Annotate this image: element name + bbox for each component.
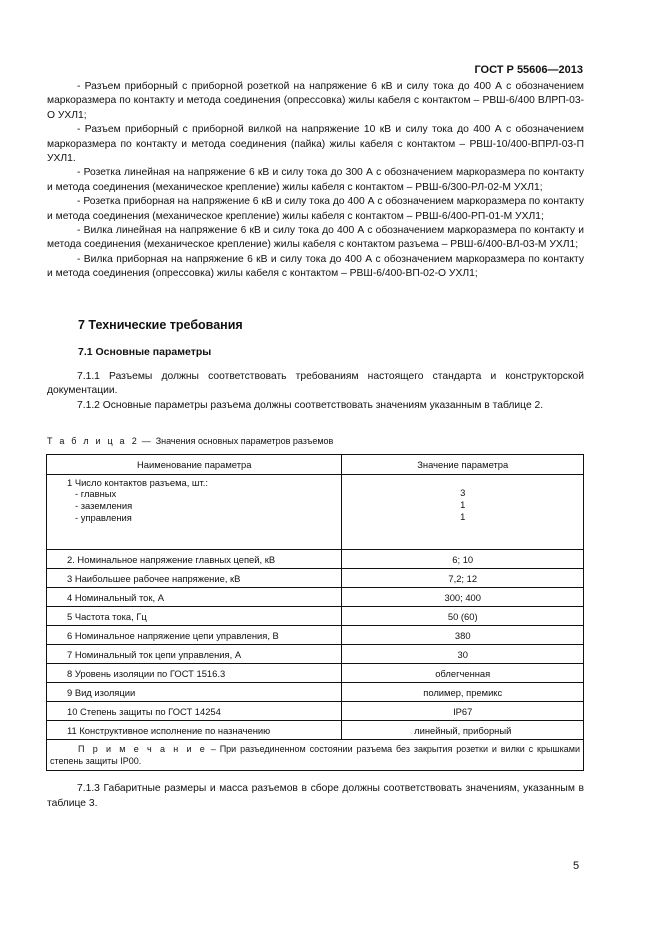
param-name: 4 Номинальный ток, А — [47, 588, 342, 607]
param-name: 2. Номинальное напряжение главных цепей, кВ — [47, 550, 342, 569]
table-row — [47, 569, 584, 588]
table-row — [47, 550, 584, 569]
param-name: 6 Номинальное напряжение цепи управления, В — [47, 626, 342, 645]
section-title: 7 Технические требования — [78, 318, 243, 332]
param-name: 8 Уровень изоляции по ГОСТ 1516.3 — [47, 664, 342, 683]
paragraph-7-1-2: 7.1.2 Основные параметры разъема должны соответствовать значениям указанным в таблице 2. — [77, 399, 544, 411]
param-value: полимер, премикс — [342, 683, 584, 702]
table-note — [47, 740, 584, 771]
parameters-table — [46, 454, 584, 771]
param-value: 300; 400 — [342, 588, 584, 607]
param-value-cell — [342, 475, 584, 550]
param-name: 7 Номинальный ток цепи управления, А — [47, 645, 342, 664]
param-value: 6; 10 — [342, 550, 584, 569]
table-row — [47, 475, 584, 550]
intro-paragraph: - Вилка приборная на напряжение 6 кВ и силу тока до 400 А с обозначением маркоразмера по контакту и метода соединения (опрессовка) жилы кабеля с контактом – РВШ-6/400-ВП-02-О УХЛ1; — [47, 253, 584, 280]
table-row — [47, 607, 584, 626]
column-header-name: Наименование параметра — [47, 455, 342, 475]
table-row — [47, 721, 584, 740]
table-caption — [47, 436, 333, 446]
closing-text — [47, 781, 584, 811]
table-row — [47, 664, 584, 683]
paragraph-7-1-3: 7.1.3 Габаритные размеры и масса разъемов в сборе должны соответствовать значениям, указанным в таблице 3. — [47, 783, 584, 809]
param-name-cell — [47, 475, 342, 550]
param-subitem: - заземления — [75, 500, 133, 511]
intro-paragraph: - Вилка линейная на напряжение 6 кВ и силу тока до 400 А с обозначением маркоразмера по контакту и метода соединения (механическое крепление) жилы кабеля с контактом разъема – РВШ-6/400-ВЛ-03-М УХЛ1; — [47, 225, 584, 251]
param-value: линейный, приборный — [342, 721, 584, 740]
body-paragraphs — [47, 370, 584, 413]
intro-list — [47, 80, 584, 282]
intro-paragraph: - Разъем приборный с приборной розеткой на напряжение 6 кВ и силу тока до 400 А с обозначением маркоразмера по контакту и метода соединения (опрессовка) жилы кабеля с контактом – РВШ-6/400 ВЛРП-03-О УХЛ1; — [47, 81, 584, 121]
param-name: 3 Наибольшее рабочее напряжение, кВ — [47, 569, 342, 588]
param-name: 11 Конструктивное исполнение по назначению — [47, 721, 342, 740]
param-name: 5 Частота тока, Гц — [47, 607, 342, 626]
table-note-text: – При разъединенном состоянии разъема без закрытия розетки и вилки с крышками степень защиты IP00. — [50, 744, 581, 766]
page-number: 5 — [573, 860, 580, 872]
column-header-value: Значение параметра — [342, 455, 584, 475]
table-row — [47, 645, 584, 664]
table-note-row — [47, 740, 584, 771]
intro-paragraph: - Розетка линейная на напряжение 6 кВ и силу тока до 300 А с обозначением маркоразмера по контакту и метода соединения (механическое крепление) жилы кабеля с контактом – РВШ-6/300-РЛ-02-М УХЛ1; — [47, 167, 584, 193]
table-row — [47, 683, 584, 702]
table-row — [47, 702, 584, 721]
intro-paragraph: - Розетка приборная на напряжение 6 кВ и силу тока до 400 А с обозначением маркоразмера по контакту и метода соединения (механическое крепление) жилы кабеля с контактом – РВШ-6/400-РП-01-М УХЛ1; — [47, 196, 584, 222]
table-header-row — [47, 455, 584, 475]
table-caption-text: 2 — Значения основных параметров разъемов — [126, 436, 334, 446]
table-row — [47, 588, 584, 607]
param-name: 10 Степень защиты по ГОСТ 14254 — [47, 702, 342, 721]
table-row — [47, 626, 584, 645]
param-value: IP67 — [342, 702, 584, 721]
document-header: ГОСТ Р 55606—2013 — [474, 64, 583, 76]
param-value: облегченная — [342, 664, 584, 683]
param-name: 9 Вид изоляции — [47, 683, 342, 702]
param-value: 1 — [460, 499, 466, 510]
param-subitem: - главных — [75, 488, 117, 499]
param-name: 1 Число контактов разъема, шт.: — [67, 477, 208, 488]
param-subitem: - управления — [75, 512, 132, 523]
param-value: 7,2; 12 — [342, 569, 584, 588]
subsection-title: 7.1 Основные параметры — [78, 346, 212, 358]
intro-paragraph: - Разъем приборный с приборной вилкой на напряжение 10 кВ и силу тока до 400 А с обозначением маркоразмера по контакту и метода соединения (пайка) жилы кабеля с контактом – РВШ-10/400-ВПРЛ-03-П УХЛ1. — [47, 124, 584, 165]
param-value: 50 (60) — [342, 607, 584, 626]
table-caption-label: Т а б л и ц а — [47, 436, 127, 446]
table-note-label: П р и м е ч а н и е — [78, 744, 207, 754]
param-value: 380 — [342, 626, 584, 645]
paragraph-7-1-1: 7.1.1 Разъемы должны соответствовать требованиям настоящего стандарта и конструкторской документации. — [47, 371, 584, 397]
param-value: 1 — [460, 511, 466, 522]
param-value: 30 — [342, 645, 584, 664]
param-value: 3 — [460, 487, 466, 498]
